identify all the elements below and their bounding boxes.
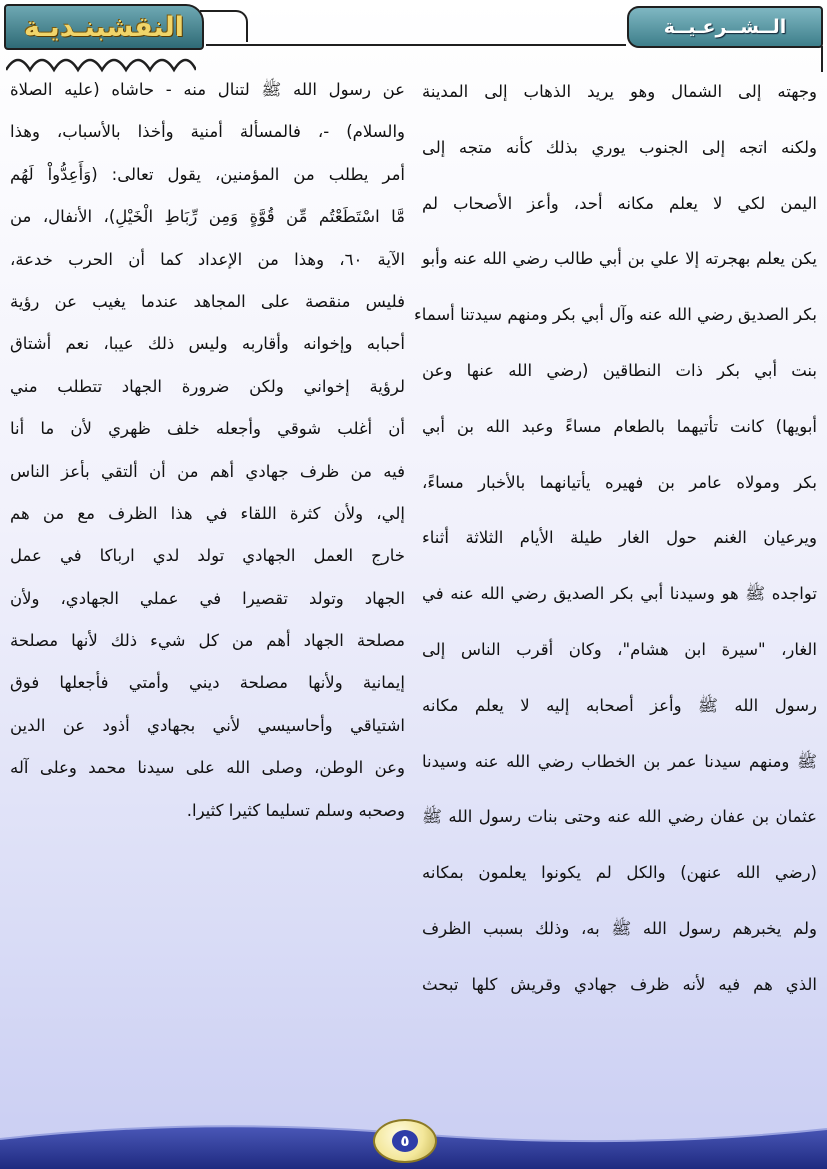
banner-wave-ornament	[6, 48, 196, 74]
text-line: ولم يخبرهم رسول الله ﷺ به، وذلك بسبب الظرف	[422, 918, 817, 938]
section-banner	[627, 6, 823, 48]
text-line: أن أغلب شوقي وأجعله خلف ظهري لأن ما أنا	[10, 419, 405, 439]
text-line: الغار، "سيرة ابن هشام"، وكان أقرب الناس إلى	[422, 639, 817, 659]
text-line: إلي، ولأن كثرة اللقاء في هذا الظرف مع من هم	[10, 503, 405, 523]
header-rule	[206, 44, 626, 46]
text-line: إيمانية ولأنها مصلحة ديني وأمتي فأجعلها فوق	[10, 673, 405, 693]
magazine-title: النقشبنـديـة	[24, 11, 184, 43]
text-line: مَّا اسْتَطَعْتُم مِّن قُوَّةٍ وَمِن رِّبَاطِ الْخَيْلِ)، الأنفال، من	[10, 207, 405, 227]
header-rule-right	[821, 46, 823, 72]
text-line: ﷺ ومنهم سيدنا عمر بن الخطاب رضي الله عنه وسيدنا	[422, 751, 817, 771]
text-line: ولكنه اتجه إلى الجنوب يوري بذلك كأنه متجه إلى	[422, 137, 817, 157]
text-line: أمر يطلب من المؤمنين، يقول تعالى: (وَأَعِدُّواْ لَهُم	[10, 164, 405, 184]
text-line: والسلام) -، فالمسألة أمنية وأخذا بالأسباب، وهذا	[10, 122, 405, 142]
text-line: (رضي الله عنهن) والكل لم يكونوا يعلمون بمكانه	[422, 863, 817, 883]
text-line: ويرعيان الغنم حول الغار طيلة الأيام الثلاثة أثناء	[422, 528, 817, 548]
text-line: بكر ومولاه عامر بن فهيره يأتيانهما بالأخبار مساءً،	[422, 472, 817, 492]
text-line: مصلحة الجهاد أهم من كل شيء ذلك لأنها مصلحة	[10, 631, 405, 651]
text-line: اشتياقي وأحاسيسي لأني بجهادي أذود عن الدين	[10, 715, 405, 735]
text-line: وصحبه وسلم تسليما كثيرا كثيرا.	[186, 800, 405, 820]
page-number-badge	[373, 1119, 437, 1163]
text-line: وجهته إلى الشمال وهو يريد الذهاب إلى المدينة	[422, 82, 817, 101]
text-line: بنت أبي بكر ذات النطاقين (رضي الله عنها وعن	[422, 360, 817, 380]
text-line: خارج العمل الجهادي تولد لدي ارباكا في عمل	[10, 546, 405, 566]
text-line: يكن يعلم بهجرته إلا علي بن أبي طالب رضي الله عنه وأبو	[422, 249, 817, 269]
text-line: عن رسول الله ﷺ لتنال منه - حاشاه (عليه الصلاة	[10, 80, 405, 99]
text-line: رسول الله ﷺ وأعز أصحابه إليه لا يعلم مكانه	[422, 695, 817, 715]
text-line: تواجده ﷺ هو وسيدنا أبي بكر الصديق رضي الله عنه في	[422, 584, 817, 604]
header-hook	[200, 10, 248, 42]
text-line: اليمن لكي لا يعلم مكانه أحد، وأعز الأصحاب لم	[422, 193, 817, 213]
text-line: أبويها) كانت تأتيهما بالطعام مساءً وعبد الله بن أبي	[422, 416, 817, 436]
text-line: الآية ٦٠، وهذا من الإعداد كما أن الحرب خدعة،	[10, 249, 405, 269]
text-line: فليس منقصة على المجاهد عندما يغيب عن رؤية	[10, 291, 405, 311]
article-column-right	[414, 80, 817, 1100]
text-line: وعن الوطن، وصلى الله على سيدنا محمد وعلى آله	[10, 758, 405, 778]
page-number: ٥	[392, 1130, 418, 1152]
text-line: عثمان بن عفان رضي الله عنه وحتى بنات رسول الله ﷺ	[422, 807, 817, 827]
text-line: أحبابه وإخوانه وأقاربه وليس ذلك عيبا، نعم أشتاق	[10, 334, 405, 354]
text-line: بكر الصديق رضي الله عنه وآل أبي بكر ومنهم سيدتنا أسماء	[414, 305, 817, 325]
text-line: لرؤية إخواني ولكن ضرورة الجهاد تتطلب مني	[10, 376, 405, 396]
text-line: الذي هم فيه لأنه ظرف جهادي وقريش كلها تبحث	[422, 974, 817, 994]
text-line: فيه من ظرف جهادي أهم من أن ألتقي بأعز الناس	[10, 461, 405, 481]
section-label: الــشــرعـيــة	[663, 16, 787, 38]
article-column-left	[10, 80, 405, 1100]
text-line: الجهاد وتولد تقصيرا في عملي الجهادي، ولأن	[10, 588, 405, 608]
magazine-title-banner	[4, 4, 204, 50]
